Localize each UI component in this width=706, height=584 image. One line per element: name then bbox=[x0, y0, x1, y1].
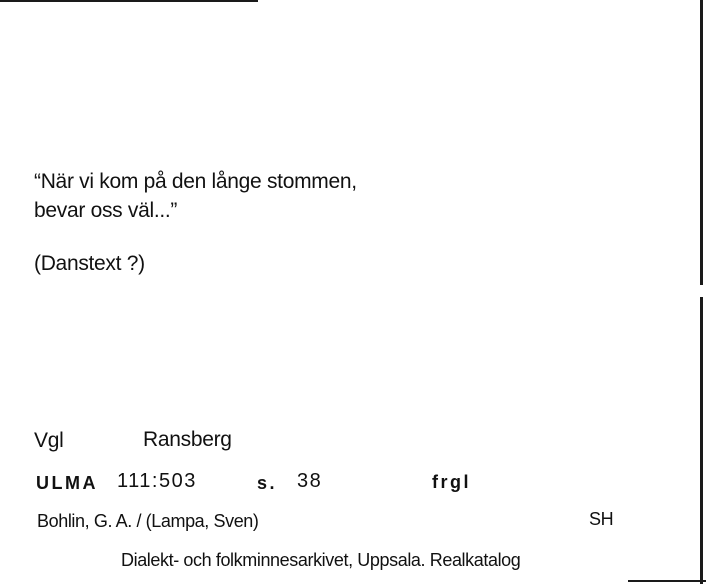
quote-line-2: bevar oss väl...” bbox=[34, 199, 178, 222]
record-number: 111:503 bbox=[117, 470, 197, 492]
collectors: Bohlin, G. A. / (Lampa, Sven) bbox=[37, 511, 259, 531]
page-label: s. bbox=[257, 473, 278, 493]
category-code: frgl bbox=[432, 472, 471, 492]
place-name: Ransberg bbox=[143, 428, 232, 451]
card-bottom-edge bbox=[628, 580, 706, 582]
card-top-edge bbox=[0, 0, 258, 2]
archive-code: ULMA bbox=[36, 473, 98, 493]
archive-footer: Dialekt- och folkminnesarkivet, Uppsala. Realkatalog bbox=[121, 550, 521, 570]
quote-line-1: “När vi kom på den långe stommen, bbox=[34, 170, 357, 193]
initials: SH bbox=[589, 509, 614, 529]
page-number: 38 bbox=[297, 470, 323, 492]
card-right-edge-gap bbox=[700, 285, 704, 297]
region-label: Vgl bbox=[34, 429, 64, 452]
note-text: (Danstext ?) bbox=[34, 252, 145, 275]
